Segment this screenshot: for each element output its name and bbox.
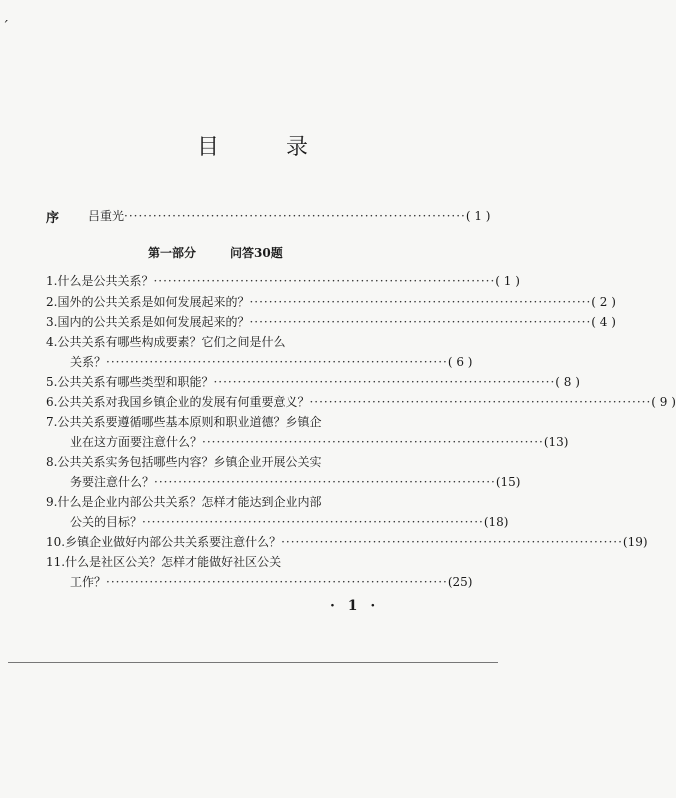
entry-text-continued: 业在这方面要注意什么？ <box>70 435 203 449</box>
dot-leader: ······································································· <box>106 575 448 589</box>
page-number: ( 2 ) <box>591 295 616 309</box>
entry-text: 8.公共关系实务包括哪些内容？乡镇企业开展公关实 <box>46 455 322 469</box>
toc-entry <box>70 573 473 591</box>
entry-text: 2.国外的公共关系是如何发展起来的？ <box>46 295 250 309</box>
entry-text: 3.国内的公共关系是如何发展起来的？ <box>46 315 250 329</box>
page-number: ( 1 ) <box>495 274 520 288</box>
toc-entry <box>46 272 520 290</box>
page-number: ( 6 ) <box>447 355 473 369</box>
page-number: ( 1 ) <box>465 209 491 223</box>
toc-entry <box>46 533 648 551</box>
entry-text-continued: 关系？ <box>70 355 107 369</box>
page-number: (18) <box>483 515 509 529</box>
toc-entry <box>70 353 473 371</box>
dot-leader: ······································································· <box>249 315 592 329</box>
entry-text-continued: 务要注意什么？ <box>70 475 155 489</box>
page-edge-line <box>8 662 498 663</box>
dot-leader: ······································································· <box>202 435 544 449</box>
page-number: ( 8 ) <box>555 375 580 389</box>
toc-entry <box>70 513 509 531</box>
page-number: (13) <box>543 435 569 449</box>
entry-text: 4.公共关系有哪些构成要素？它们之间是什么 <box>46 335 286 349</box>
entry-text: 11.什么是社区公关？怎样才能做好社区公关 <box>46 555 282 569</box>
toc-entry <box>46 313 616 331</box>
toc-entry <box>46 373 580 391</box>
preface-entry <box>88 207 491 225</box>
page-number: (25) <box>447 575 473 589</box>
entry-text: 9.什么是企业内部公共关系？怎样才能达到企业内部 <box>46 495 322 509</box>
dot-leader: ······································································· <box>213 375 556 389</box>
dot-leader: ······································································· <box>153 274 496 288</box>
dot-leader: ······································································· <box>106 355 448 369</box>
entry-text: 5.公共关系有哪些类型和职能？ <box>46 375 214 389</box>
entry-text: 6.公共关系对我国乡镇企业的发展有何重要意义？ <box>46 395 310 409</box>
page-number: ( 4 ) <box>591 315 616 329</box>
dot-leader: ······································································· <box>281 535 623 549</box>
dot-leader: ······································································· <box>154 475 496 489</box>
dot-leader: ······································································· <box>249 295 592 309</box>
page-title: 目 录 <box>197 135 338 160</box>
preface-author: 吕重光 <box>88 209 125 223</box>
dot-leader: ······································································· <box>124 209 466 223</box>
page-folio: · 1 · <box>330 598 380 614</box>
page-number: ( 9 ) <box>651 395 676 409</box>
toc-entry <box>46 393 676 411</box>
page-number: (15) <box>495 475 521 489</box>
dot-leader: ······································································· <box>142 515 484 529</box>
dot-leader: ······································································· <box>309 395 652 409</box>
section-part: 第一部分 <box>148 246 197 260</box>
page-number: (19) <box>622 535 648 549</box>
corner-mark: ˊ <box>2 19 9 35</box>
preface-heading: 序 <box>46 211 60 226</box>
toc-entry <box>70 433 569 451</box>
entry-text: 1.什么是公共关系？ <box>46 274 154 288</box>
entry-text: 10.乡镇企业做好内部公共关系要注意什么？ <box>46 535 282 549</box>
section-name: 问答30题 <box>230 246 283 260</box>
entry-text-continued: 公关的目标？ <box>70 515 143 529</box>
section-heading <box>148 244 283 261</box>
entry-text: 7.公共关系要遵循哪些基本原则和职业道德？乡镇企 <box>46 415 322 429</box>
entry-text-continued: 工作？ <box>70 575 107 589</box>
toc-entry <box>70 473 521 491</box>
toc-entry <box>46 293 616 311</box>
